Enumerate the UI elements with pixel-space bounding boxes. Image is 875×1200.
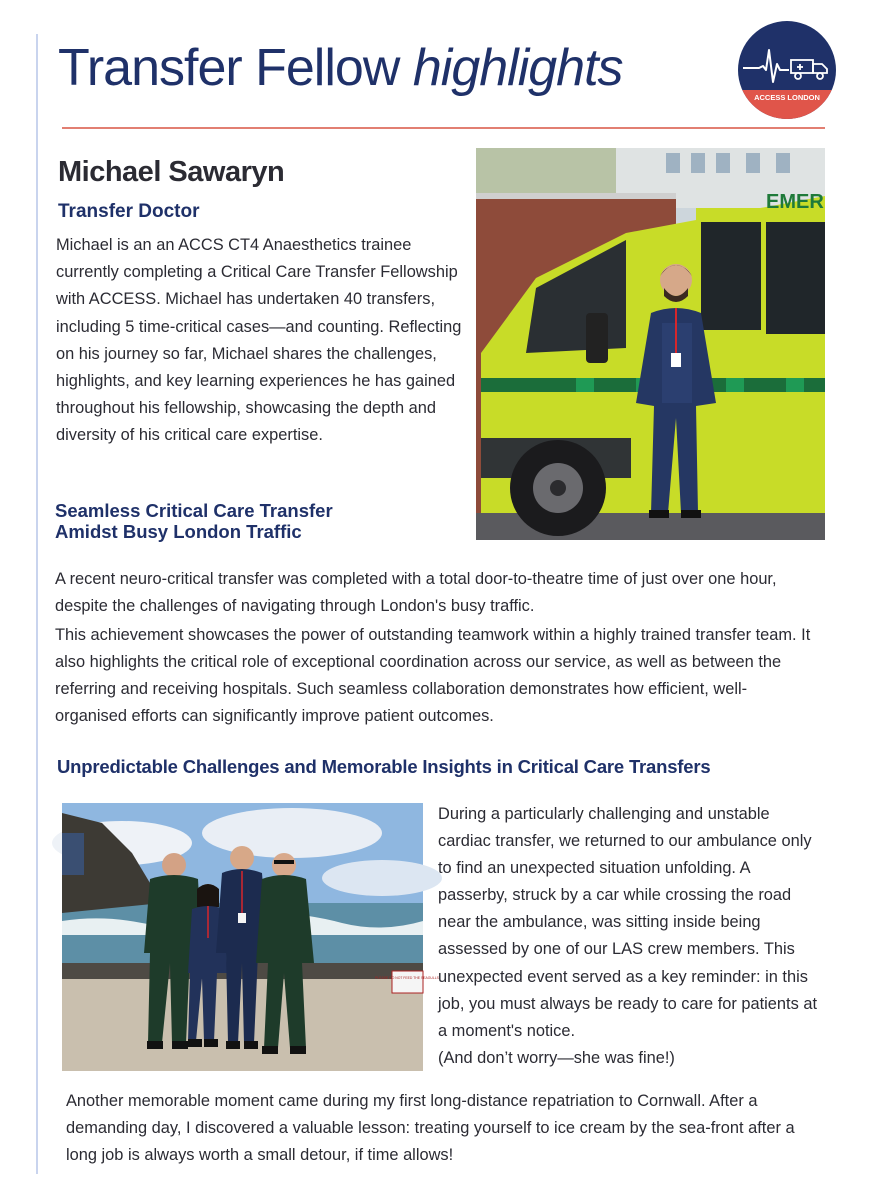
wing-mirror (586, 313, 608, 363)
profile-name: Michael Sawaryn (58, 156, 285, 188)
section-heading-unpredictable-challenges: Unpredictable Challenges and Memorable Insights in Critical Care Transfers (57, 756, 711, 777)
title-emphasis: highlights (412, 39, 623, 97)
building (62, 833, 84, 875)
section2-paragraph-1-note: (And don’t worry—she was fine!) (438, 1048, 675, 1067)
ambulance-photo (476, 148, 825, 540)
section2-paragraph-1 (438, 801, 818, 1072)
profile-role: Transfer Doctor (58, 201, 200, 222)
page-title (58, 38, 623, 98)
section2-paragraph-1-text: During a particularly challenging and unstable cardiac transfer, we returned to our ambulance only to find an unexpected situation unfolding. A passerby, struck by a car while crossing the road near the ambulance, was sitting inside being assessed by one of our LAS crew members. This unexpected event served as a key reminder: in this job, you must always be ready to care for patients at a moment's notice. (438, 805, 818, 1040)
section2-paragraph-2: Another memorable moment came during my first long-distance repatriation to Cornwall. After a demanding day, I discovered a valuable lesson: treating yourself to ice cream by the sea-front after a long job is always worth a small detour, if time allows! (66, 1092, 795, 1164)
seagull-sign (392, 971, 423, 993)
section-heading-seamless-transfer: Seamless Critical Care Transfer Amidst Busy London Traffic (55, 500, 333, 542)
seagull-sign-text: PLEASE DO NOT FEED THE SEAGULLS (375, 976, 439, 980)
logo-text: ACCESS LONDON (754, 93, 820, 102)
title-divider (62, 127, 825, 129)
title-main: Transfer Fellow (58, 39, 400, 97)
profile-bio: Michael is an an ACCS CT4 Anaesthetics trainee currently completing a Critical Care Transfer Fellowship with ACCESS. Michael has undertaken 40 transfers, including 5 time-critical cases—and counting. Reflecting on his journey so far, Michael shares the challenges, highlights, and key learning experiences he has gained throughout his fellowship, showcasing the depth and diversity of his critical care expertise. (56, 236, 462, 445)
section1-paragraph-2: This achievement showcases the power of outstanding teamwork within a highly trained transfer team. It also highlights the critical role of exceptional coordination across our service, as well as between the referring and receiving hospitals. Such seamless collaboration demonstrates how efficient, well-organised efforts can significantly improve patient outcomes. (55, 626, 811, 725)
left-margin-rule (36, 34, 38, 1174)
tree-foliage (476, 148, 616, 198)
access-london-logo (737, 20, 837, 120)
section1-paragraph-1: A recent neuro-critical transfer was completed with a total door-to-theatre time of just over one hour, despite the challenges of navigating through London's busy traffic. (55, 570, 777, 615)
ambulance-lettering: EMER (766, 191, 824, 213)
slipway (62, 979, 423, 1071)
team-seaside-photo (62, 803, 439, 1071)
